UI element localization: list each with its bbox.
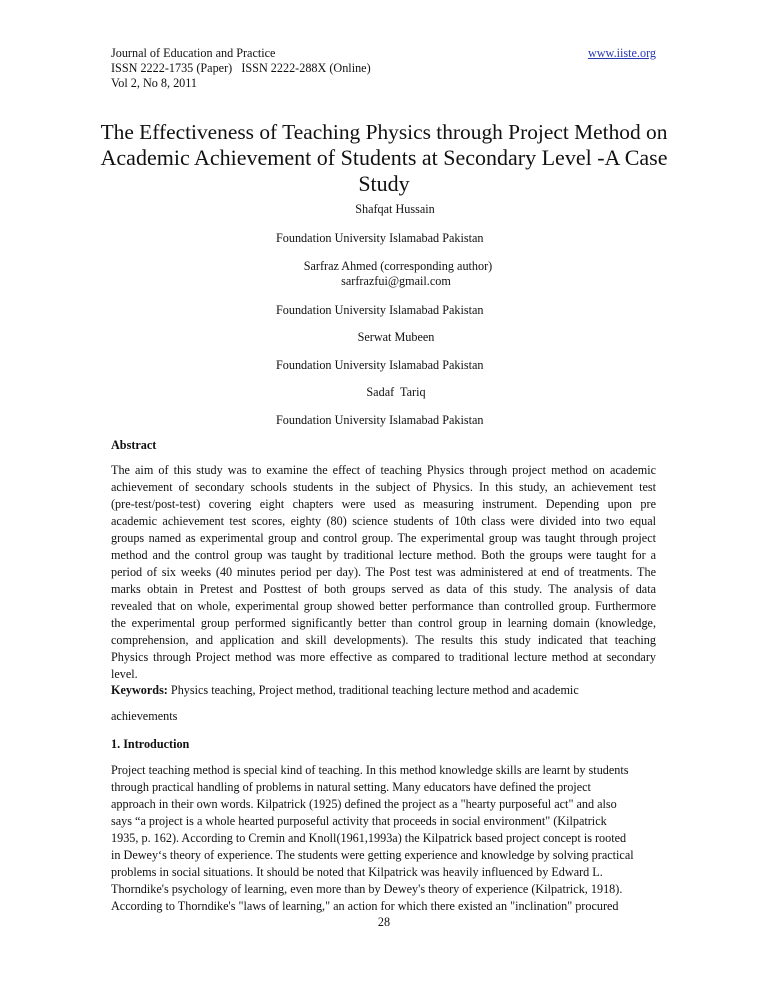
author-email: sarfrazfui@gmail.com — [341, 274, 451, 288]
title-line: The Effectiveness of Teaching Physics through Project Method on — [100, 120, 668, 144]
intro-line: in Dewey‘s theory of experience. The students were getting experience and knowledge by solving practical — [111, 848, 634, 862]
section-heading: 1. Introduction — [111, 737, 190, 751]
abstract-body — [111, 462, 656, 683]
intro-line: says “a project is a whole hearted purposeful activity that proceeds in social environment" (Kilpatrick — [111, 814, 607, 828]
abstract-line: marks obtain in Pretest and Posttest of both groups served as data of this study. The analysis of data — [111, 582, 656, 596]
paper-title — [100, 119, 668, 197]
abstract-line: revealed that on whole, experimental group showed better performance than controlled group. Furthermore — [111, 599, 656, 613]
keywords-continued: achievements — [111, 709, 178, 723]
journal-volume: Vol 2, No 8, 2011 — [111, 76, 197, 90]
intro-line: approach in their own words. Kilpatrick (1925) defined the project as a "hearty purposeful act" and also — [111, 797, 617, 811]
abstract-line: (pre-test/post-test) covering eight chapters were used as measuring instrument. Depending upon pre — [111, 497, 656, 511]
keywords-list: Physics teaching, Project method, traditional teaching lecture method and academic — [167, 683, 579, 697]
intro-line: problems in social situations. It should be noted that Kilpatrick was heavily influenced by Edward L. — [111, 865, 603, 879]
abstract-line: the experimental group performed significantly better than control group in learning domain (knowledge, — [111, 616, 656, 630]
intro-line: Project teaching method is special kind of teaching. In this method knowledge skills are learnt by students — [111, 763, 629, 777]
abstract-line: achievement of secondary schools students in the subject of Physics. In this study, an achievement test — [111, 480, 656, 494]
abstract-line: academic achievement test scores, eighty (80) science students of 10th class were divided into two equal — [111, 514, 656, 528]
author-affiliation: Foundation University Islamabad Pakistan — [276, 358, 484, 372]
keywords — [111, 683, 579, 698]
introduction-body — [111, 762, 656, 915]
journal-header — [111, 46, 371, 91]
journal-name: Journal of Education and Practice — [111, 46, 276, 60]
abstract-heading: Abstract — [111, 438, 157, 452]
abstract-line: Physics through Project method was more effective as compared to traditional lecture method at secondary — [111, 650, 656, 664]
keywords-label: Keywords: — [111, 683, 168, 697]
intro-line: According to Thorndike's "laws of learning," an action for which there existed an "inclination" procured — [111, 899, 619, 913]
author-name: Serwat Mubeen — [357, 330, 435, 344]
journal-issn: ISSN 2222-1735 (Paper) ISSN 2222-288X (Online) — [111, 61, 371, 75]
abstract-line: period of six weeks (40 minutes period per day). The Post test was administered at end of treatments. The — [111, 565, 656, 579]
abstract-line: comprehension, and application and skill developments). The results this study indicated that teaching — [111, 633, 656, 647]
author-affiliation: Foundation University Islamabad Pakistan — [276, 303, 484, 317]
abstract-line: The aim of this study was to examine the effect of teaching Physics through project method on academic — [111, 463, 656, 477]
author-name: Sadaf Tariq — [366, 385, 426, 399]
title-line: Study — [358, 171, 410, 196]
intro-line: Thorndike's psychology of learning, even more than by Dewey's theory of experience (Kilpatrick, 1918). — [111, 882, 623, 896]
author-name: Shafqat Hussain — [355, 202, 435, 216]
intro-line: through practical handling of problems in natural setting. Many educators have defined the project — [111, 780, 591, 794]
author-name: Sarfraz Ahmed (corresponding author) — [303, 259, 493, 273]
title-line: Academic Achievement of Students at Secondary Level -A Case — [100, 145, 668, 170]
author-affiliation: Foundation University Islamabad Pakistan — [276, 231, 484, 245]
intro-line: 1935, p. 162). According to Cremin and Knoll(1961,1993a) the Kilpatrick based project concept is rooted — [111, 831, 627, 845]
author-affiliation: Foundation University Islamabad Pakistan — [276, 413, 484, 427]
abstract-line: groups named as experimental group and control group. The experimental group was taught through project — [111, 531, 656, 545]
journal-url-link[interactable]: www.iiste.org — [587, 46, 656, 60]
abstract-line: level. — [111, 667, 138, 681]
page-number: 28 — [377, 915, 391, 929]
abstract-line: method and the control group was taught by traditional lecture method. Both the groups were taught for a — [111, 548, 656, 562]
